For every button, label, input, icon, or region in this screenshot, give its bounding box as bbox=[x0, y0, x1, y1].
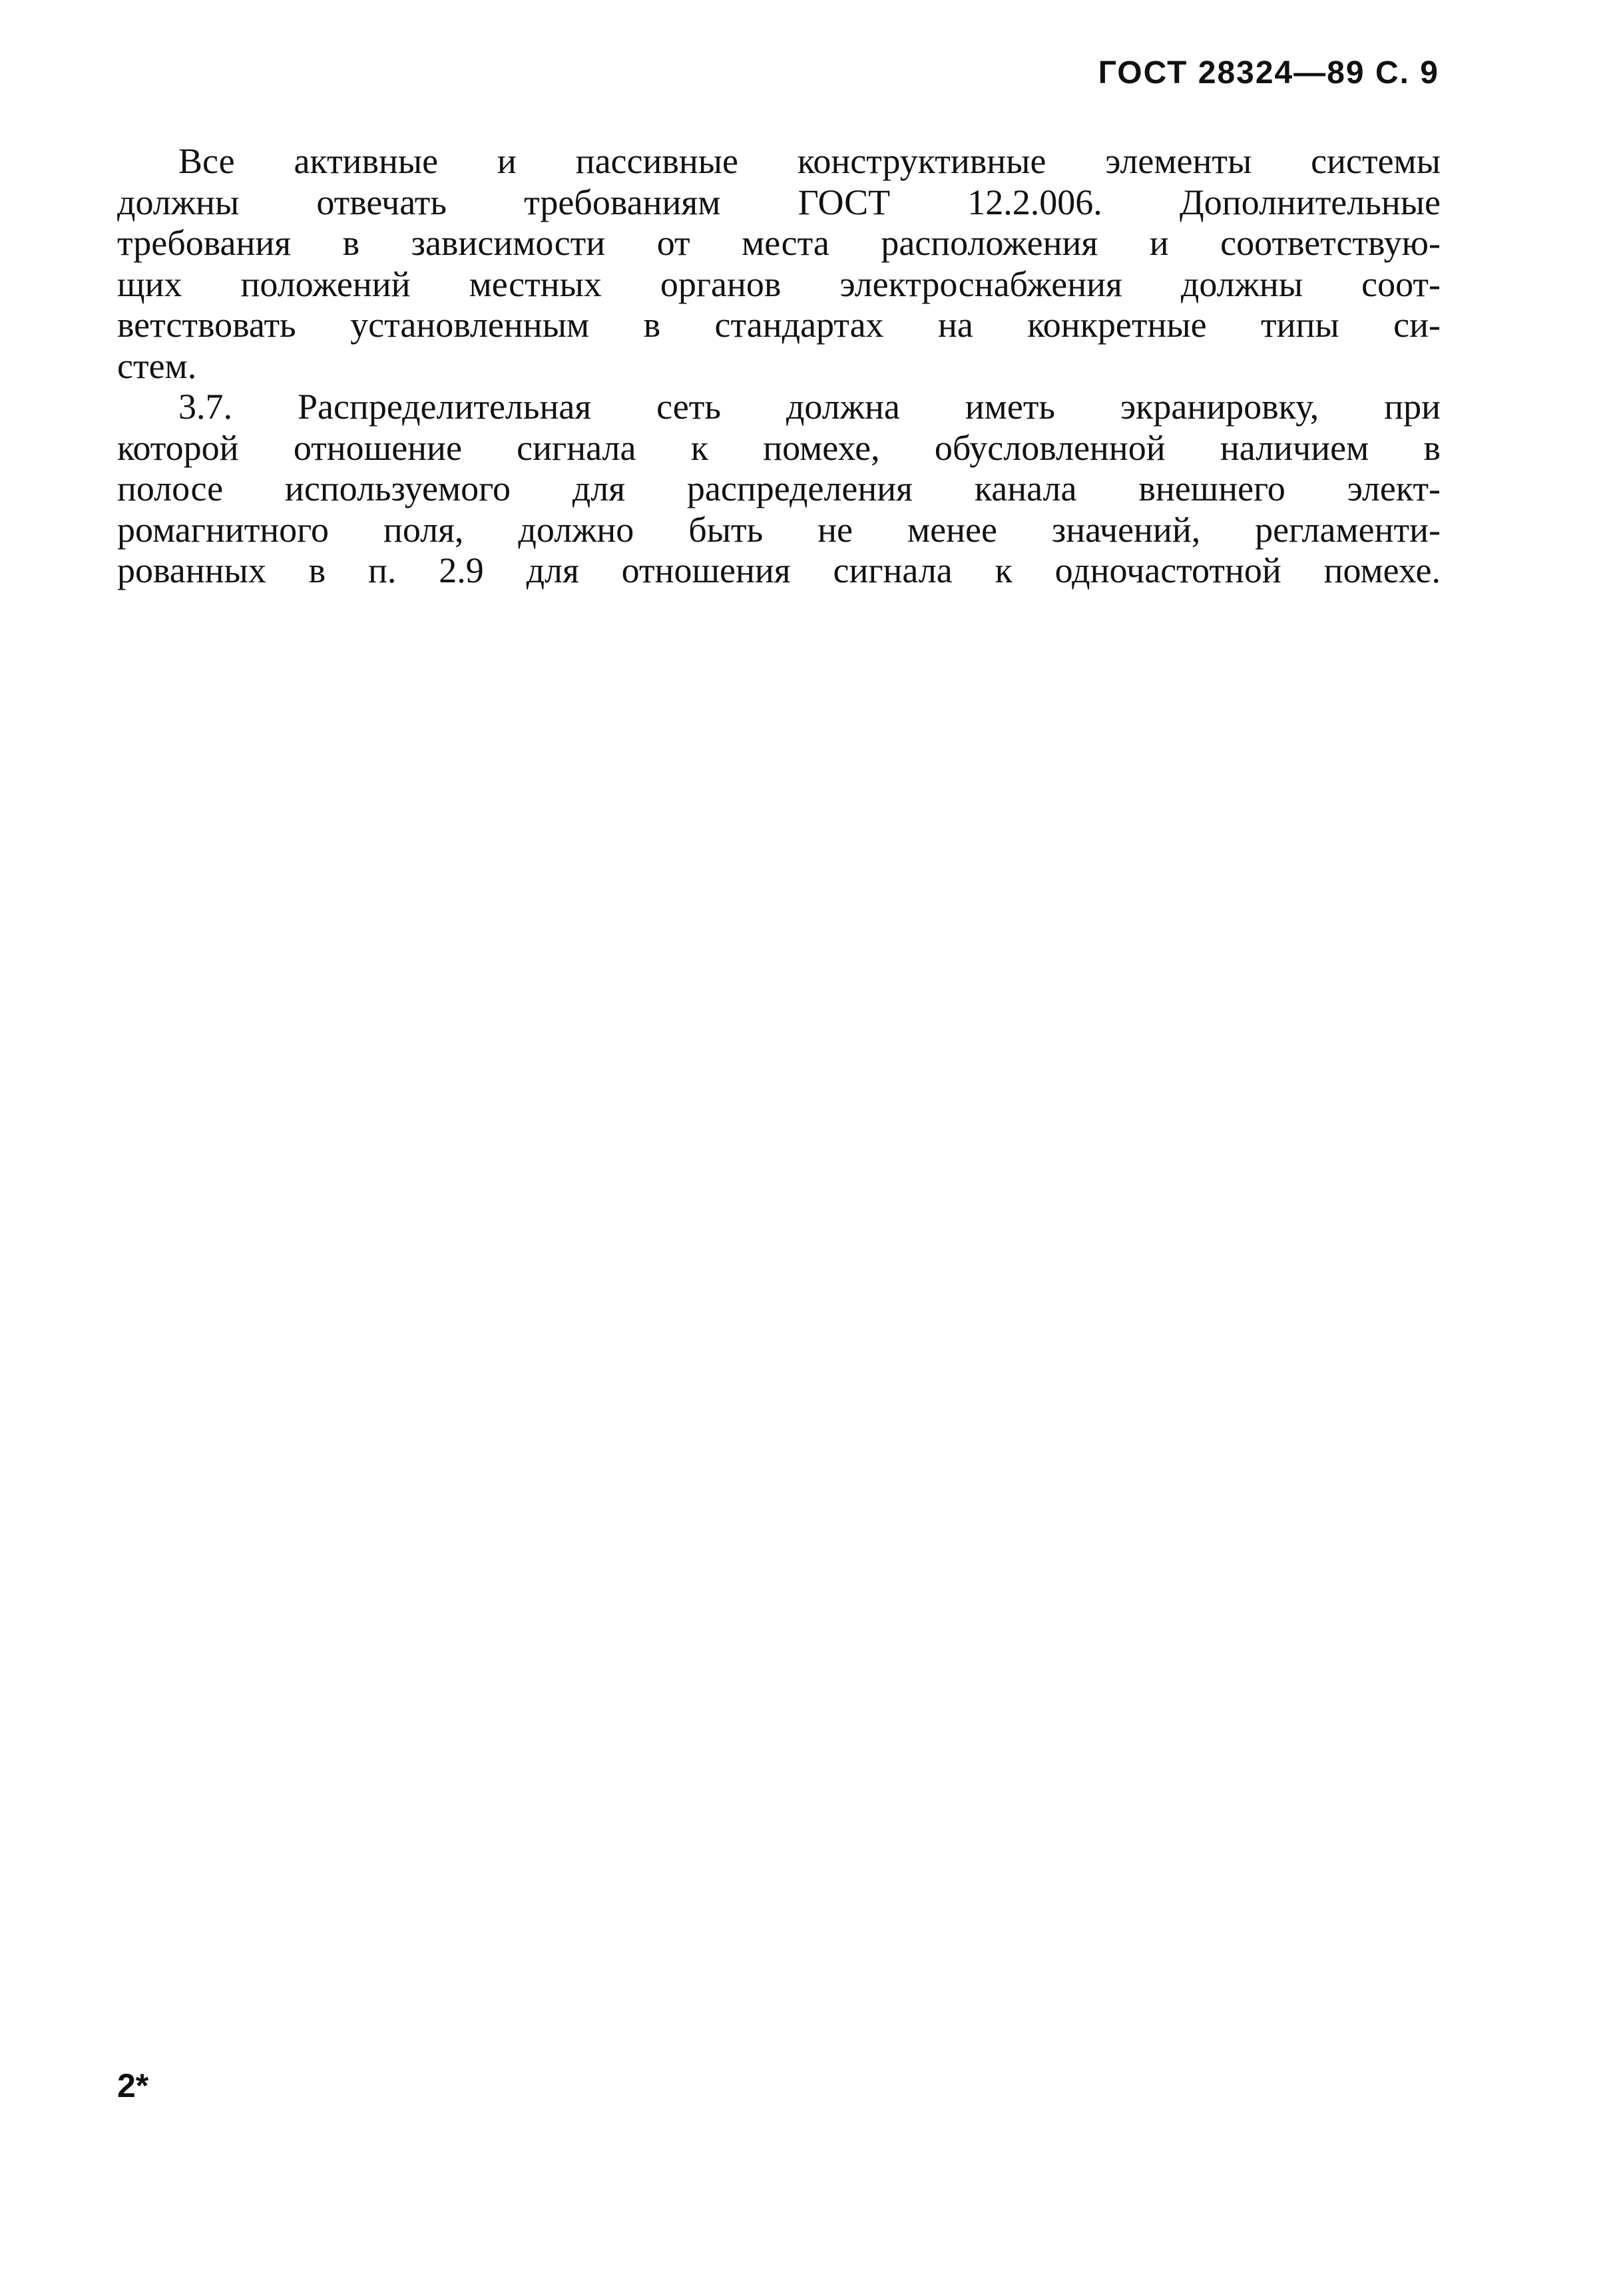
text-line: ветствовать установленным в стандартах на конкретные типы си- bbox=[117, 305, 1441, 345]
text-line: требования в зависимости от места расположения и соответствую- bbox=[117, 223, 1441, 263]
running-header: ГОСТ 28324—89 С. 9 bbox=[1098, 55, 1439, 91]
text-line: 3.7. Распределительная сеть должна иметь экранировку, при bbox=[178, 387, 1441, 427]
text-line: которой отношение сигнала к помехе, обусловленной наличием в bbox=[117, 427, 1441, 468]
text-line: Все активные и пассивные конструктивные элементы системы bbox=[178, 141, 1441, 181]
paragraph-equipment-requirements bbox=[117, 141, 1441, 387]
text-line: должны отвечать требованиям ГОСТ 12.2.006. Дополнительные bbox=[117, 182, 1441, 222]
text-line: полосе используемого для распределения канала внешнего элект- bbox=[117, 469, 1441, 508]
signature-mark: 2* bbox=[117, 2067, 149, 2104]
document-body bbox=[117, 141, 1441, 592]
paragraph-3-7-shielding bbox=[117, 387, 1441, 592]
text-line: ромагнитного поля, должно быть не менее значений, регламенти- bbox=[117, 509, 1441, 550]
text-line: стем. bbox=[117, 345, 197, 386]
text-line: рованных в п. 2.9 для отношения сигнала к одночастотной помехе. bbox=[117, 550, 1441, 590]
text-line: щих положений местных органов электроснабжения должны соот- bbox=[117, 264, 1441, 304]
